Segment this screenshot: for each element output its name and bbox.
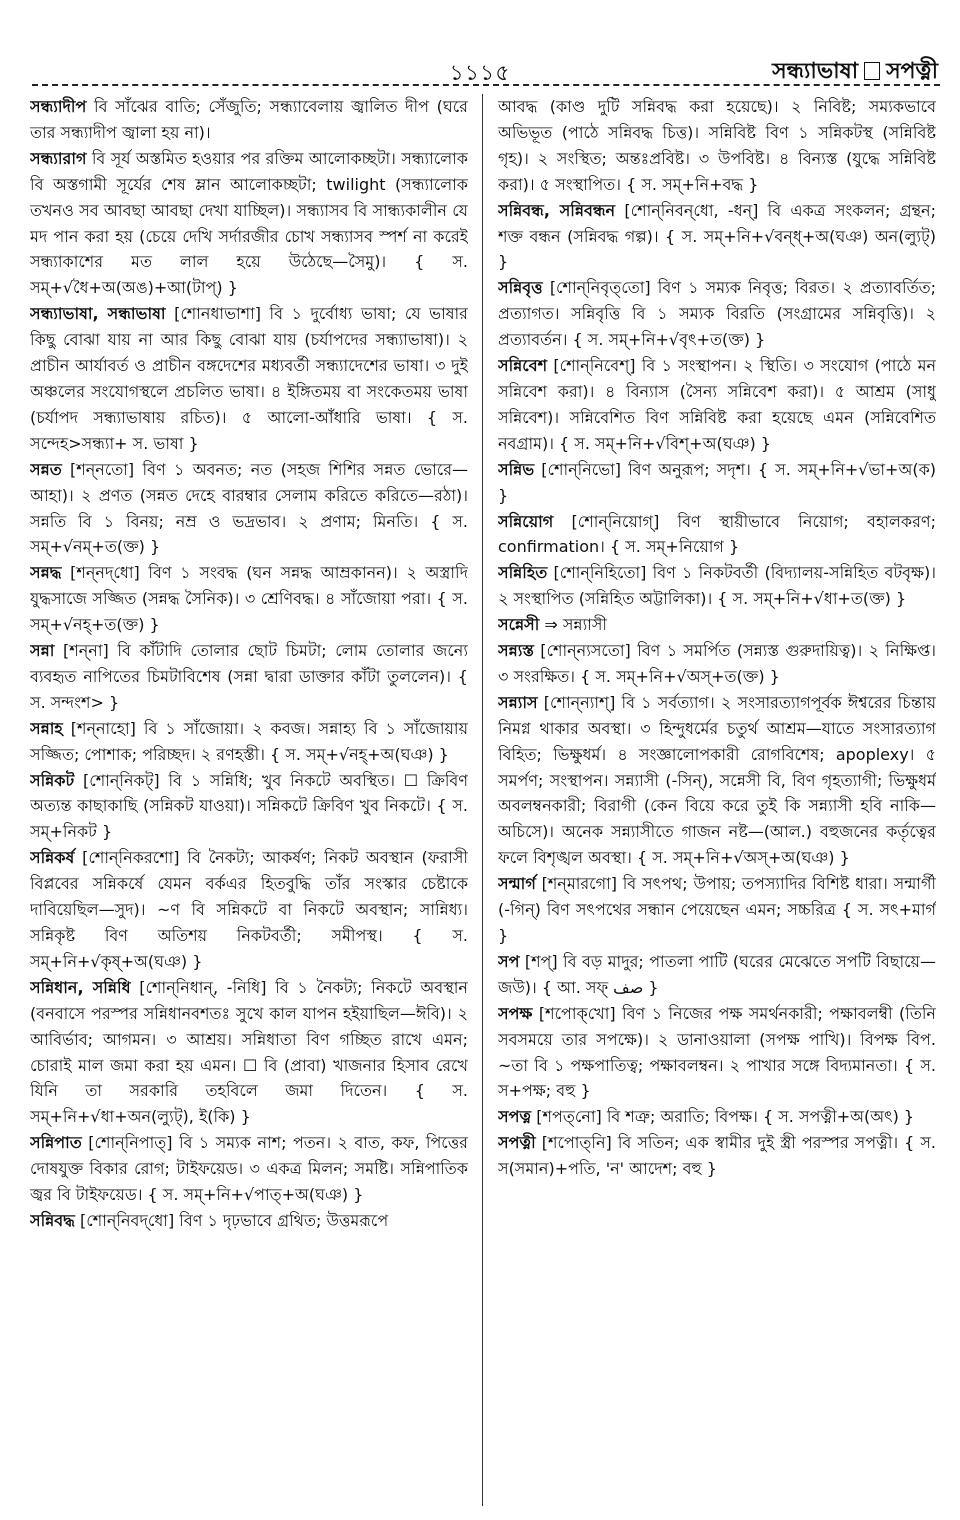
dictionary-entry	[30, 768, 468, 846]
dictionary-entry	[498, 509, 936, 561]
header-rule	[32, 84, 940, 86]
entry-definition: আবদ্ধ (কাণ্ড দুটি সন্নিবদ্ধ করা হয়েছে)। ২ নিবিষ্ট; সম্যকভাবে অভিভূত (পাঠে সন্নিবদ্ধ চিত্ত)। সন্নিবিষ্ট বিণ ১ সন্নিকটস্থ (সন্নিবিষ্ট গৃহ)। ২ সংস্থিত; অন্তঃপ্রবিষ্ট। ৩ উপবিষ্ট। ৪ বিন্যস্ত (যুদ্ধে সন্নিবিষ্ট করা)। ৫ সংস্থাপিত। { স. সম্+নি+বদ্ধ }	[498, 97, 936, 194]
entry-definition: বি সূর্য অস্তমিত হওয়ার পর রক্তিম আলোকচ্ছটা। সন্ধ্যালোক বি অস্তগামী সূর্যের শেষ ম্লান আলোকচ্ছটা; twilight (সন্ধ্যালোক তখনও সব আবছা আবছা দেখা যাচ্ছিল)। সন্ধ্যাসব বি সান্ধ্যকালীন যে মদ পান করা হয় (চেয়ে দেখি সর্দারজীর চোখ সন্ধ্যাসব স্পর্শ না করেই সন্ধ্যাকাশের মত লাল হয়ে উঠেছে—সৈমু)। { স. সম্+√ধৈ+অ(অঙ)+আ(টাপ্) }	[30, 148, 468, 298]
entry-definition: [শপ্] বি বড় মাদুর; পাতলা পাটি (ঘরের মেঝেতে সপটি বিছায়ে—জউ)। { আ. সফ্ صف }	[498, 951, 936, 997]
entry-definition: [শোন্‌ন্যসতো] বিণ ১ সমর্পিত (সন্ন্যস্ত গুরুদায়িত্ব)। ২ নিক্ষিপ্ত। ৩ সংরক্ষিত। { স. সম্+নি+√অস্+ত(ক্ত) }	[498, 641, 936, 686]
entry-definition: [শোনধাভাশা] বি ১ দুর্বোধ্য ভাষা; যে ভাষার কিছু বোঝা যায় না আর কিছু বোঝা যায় (চর্যাপদের সন্ধ্যাভাষা)। ২ প্রাচীন আর্যাবর্ত ও প্রাচীন বঙ্গদেশের মধ্যবর্তী সন্ধ্যাদেশের ভাষা। ৩ দুই অঞ্চলের সংযোগস্থলে প্রচলিত ভাষা। ৪ ইঙ্গিতময় বা সংকেতময় ভাষা (চর্যাপদ সন্ধ্যাভাষায় রচিত)। ৫ আলো-আঁধারি ভাষা। { স. সন্দেহ>সন্ধ্যা+ স. ভাষা }	[30, 304, 468, 453]
dictionary-entry	[30, 146, 468, 301]
entry-definition: [শোন্‌নিকরশো] বি নৈকট্য; আকর্ষণ; নিকট অবস্থান (ফরাসী বিপ্লবের সন্নিকর্ষে যেমন বর্কএর হিতবুদ্ধি তাঁর সংস্কার চেষ্টাকে দাবিয়েছিল—সুদ)। ~ণ বি সন্নিকটে বা নিকটে অবস্থান; সান্নিধ্য। সন্নিকৃষ্ট বিণ অতিশয় নিকটবর্তী; সমীপস্থ। { স. সম্+নি+√কৃষ্+অ(ঘঞ) }	[30, 848, 468, 971]
entry-definition: [শপত্‌নো] বি শত্রু; অরাতি; বিপক্ষ। { স. সপত্নী+অ(অৎ) }	[536, 1107, 915, 1127]
dictionary-entry	[498, 560, 936, 612]
dictionary-entry	[498, 353, 936, 457]
dictionary-entry	[30, 457, 468, 561]
entry-definition: [শন্‌না] বি কাঁটাদি তোলার ছোট চিমটা; লোম তোলার জন্যে ব্যবহৃত নাপিতের চিমটাবিশেষ (সন্না দ্বারা ডাক্তার কাঁটা তুললেন)। { স. সন্দংশ> }	[30, 641, 468, 712]
entry-headword: সন্নাহ	[30, 718, 63, 738]
running-head-last-word: সপত্নী	[886, 59, 938, 84]
entry-definition: [শোন্‌নিবৃত্‌তো] বিণ ১ সম্যক নিবৃত্ত; বিরত। ২ প্রত্যাবর্তিত; প্রত্যাগত। সন্নিবৃত্তি বি ১ সম্যক বিরতি (সংগ্রামের সন্নিবৃত্তি)। ২ প্রত্যাবর্তন। { স. সম্+নি+√বৃৎ+ত(ক্ত) }	[498, 278, 936, 350]
entry-headword: সন্ধ্যাভাষা, সন্ধাভাষা	[30, 304, 166, 324]
dictionary-entry	[30, 845, 468, 975]
entry-headword: সন্নিবদ্ধ	[30, 1210, 75, 1230]
entry-definition: [শপোত্‌নি] বি সতিন; এক স্বামীর দুই স্ত্রী পরস্পর সপত্নী। { স. স(সমান)+পতি, 'ন' আদেশ; বহু }	[498, 1133, 936, 1179]
entry-definition: [শোন্‌নিকট্] বি ১ সন্নিধি; খুব নিকটে অবস্থিত। ☐ ক্রিবিণ অত্যন্ত কাছাকাছি (সন্নিকট যাওয়া)। সন্নিকটে ক্রিবিণ খুব নিকটে। { স. সম্+নিকট }	[30, 770, 468, 842]
entry-definition: [শন্‌মারগো] বি সৎপথ; উপায়; তপস্যাদির বিশিষ্ট ধারা। সন্মার্গী (-গিন্) বিণ সৎপথের সন্ধান পেয়েছেন এমন; সচ্চরিত্র { স. সৎ+মার্গ }	[498, 874, 936, 945]
dictionary-entry	[498, 871, 936, 949]
entry-definition: [শোন্‌নিধান্, -নিধি] বি ১ নৈকট্য; নিকটে অবস্থান (বনবাসে পরস্পর সন্নিধানবশতঃ সুখে কাল যাপন হইয়াছিল—ঈবি)। ২ আবির্ভাব; আগমন। ৩ আশ্রয়। সন্নিধাতা বিণ গচ্ছিত রাখে এমন; চোরাই মাল জমা করা হয় এমন। ☐ বি (প্রাবা) খাজনার হিসাব রেখে যিনি তা সরকারি তহবিলে জমা দিতেন। { স. সম্+নি+√ধা+অন(ল্যুট্), ই(কি) }	[30, 977, 468, 1127]
entry-headword: সন্নিপাত	[30, 1133, 82, 1153]
entry-definition: [শোন্‌নিবদ্‌ধো] বিণ ১ দৃঢ়ভাবে গ্রথিত; উত্তমরূপে	[80, 1210, 389, 1230]
entry-definition: [শোন্‌নিভো] বিণ অনুরূপ; সদৃশ। { স. সম্+নি+√ভা+অ(ক) }	[498, 459, 936, 505]
entry-headword: সপত্ন	[498, 1107, 532, 1127]
dictionary-entry	[498, 1001, 936, 1105]
dictionary-entry	[30, 1208, 468, 1234]
entry-headword: সন্ধ্যাদীপ	[30, 97, 87, 116]
entry-headword: সন্নত	[30, 459, 62, 479]
entry-headword: সন্না	[30, 641, 55, 661]
entry-definition: [শন্‌নতো] বিণ ১ অবনত; নত (সহজ শিশির সন্নত ভোরে—আহা)। ২ প্রণত (সন্নত দেহে বারম্বার সেলাম করিতে করিতে—রঠা)। সন্নতি বি ১ বিনয়; নম্র ও ভদ্রভাব। ২ প্রণাম; মিনতি। { স. সম্+√নম্+ত(ক্ত) }	[30, 459, 468, 557]
entry-definition: [শোন্‌নিহিতো] বিণ ১ নিকটবর্তী (বিদ্যালয়-সন্নিহিত বটবৃক্ষ)। ২ সংস্থাপিত (সন্নিহিত অট্টালিকা)। { স. সম্+নি+√ধা+ত(ক্ত) }	[498, 563, 936, 609]
entry-headword: সপত্নী	[498, 1133, 536, 1153]
entry-headword: সন্নিধান, সন্নিধি	[30, 977, 131, 997]
entry-definition: [শোন্‌নিবন্‌ধো, -ধন্] বি একত্র সংকলন; গ্রন্থন; শক্ত বন্ধন (সন্নিবদ্ধ গল্প)। { স. সম্+নি+√বন্ধ্+অ(ঘঞ) অন(ল্যুট্) }	[498, 200, 936, 272]
entry-definition: ⇒ সন্ন্যাসী	[544, 615, 607, 635]
dictionary-entry	[498, 949, 936, 1001]
dictionary-entry	[498, 638, 936, 690]
entry-headword: সন্নিয়োগ	[498, 511, 554, 531]
page-number: ১১১৫	[449, 61, 511, 86]
dictionary-entry	[498, 1130, 936, 1182]
dictionary-entry	[498, 612, 936, 638]
entry-definition: [শন্‌নাহো] বি ১ সাঁজোয়া। ২ কবজ। সন্নাহ্য বি ১ সাঁজোয়ায় সজ্জিত; পোশাক; পরিচ্ছদ। ২ রণহস্তী। { স. সম্+√নহ্+অ(ঘঞ) }	[30, 718, 468, 764]
entry-headword: সন্নিহিত	[498, 563, 548, 583]
entry-headword: সন্মার্গ	[498, 874, 536, 894]
running-head-first-word: সন্ধ্যাভাষা	[772, 59, 859, 84]
dictionary-entry	[30, 94, 468, 146]
entry-definition: [শোন্‌ন্যাশ্] বি ১ সর্বত্যাগ। ২ সংসারত্যাগপূর্বক ঈশ্বরের চিন্তায় নিমগ্ন থাকার অবস্থা। ৩ হিন্দুধর্মের চতুর্থ আশ্রম—যাতে সংসারত্যাগ বিহিত; ভিক্ষুধর্ম। ৪ সংজ্ঞালোপকারী রোগবিশেষ; apoplexy। ৫ সমর্পণ; সংস্থাপন। সন্ন্যাসী (-সিন্), সন্নেসী বি, বিণ গৃহত্যাগী; ভিক্ষুধর্ম অবলম্বনকারী; বিরাগী (কেন বিয়ে করে তুই কি সন্ন্যাসী হবি নাকি—অচিসে)। অনেক সন্ন্যাসীতে গাজন নষ্ট—(আল.) বহুজনের কর্তৃত্বের ফলে বিশৃঙ্খল অবস্থা। { স. সম্+নি+√অস্+অ(ঘঞ) }	[498, 692, 936, 868]
entry-headword: সন্নিবন্ধ, সন্নিবন্ধন	[498, 200, 616, 220]
entry-definition: [শোন্‌নিপাত্] বি ১ সম্যক নাশ; পতন। ২ বাত, কফ, পিত্তের দোষযুক্ত বিকার রোগ; টাইফয়েড। ৩ একত্র মিলন; সমষ্টি। সন্নিপাতিক জ্বর বি টাইফয়েড। { স. সম্+নি+√পাত্+অ(ঘঞ) }	[30, 1133, 468, 1205]
entry-headword: সন্নদ্ধ	[30, 563, 62, 583]
entry-definition: বি সাঁঝের বাতি; সেঁজুতি; সন্ধ্যাবেলায় জ্বালিত দীপ (ঘরে তার সন্ধ্যাদীপ জ্বালা হয় না)।	[30, 97, 468, 142]
entry-definition: [শপোক্‌খো] বিণ ১ নিজের পক্ষ সমর্থনকারী; পক্ষাবলম্বী (তিনি সবসময়ে তার সপক্ষে)। ২ ডানাওয়ালা (সপক্ষ পাখি)। বিপক্ষ বিপ. ~তা বি ১ পক্ষপাতিত্ব; পক্ষাবলম্বন। ২ পাখার সঙ্গে বিদ্যমানতা। { স. স+পক্ষ; বহু }	[498, 1003, 936, 1101]
entry-headword: সপ	[498, 951, 520, 971]
left-column	[30, 94, 468, 1508]
column-divider	[482, 94, 483, 1506]
dictionary-entry	[498, 457, 936, 509]
dictionary-entry	[30, 301, 468, 456]
dictionary-entry	[498, 1104, 936, 1130]
dictionary-entry	[30, 560, 468, 638]
dictionary-entry	[30, 975, 468, 1130]
entry-headword: সন্নিকর্ষ	[30, 848, 75, 868]
dictionary-entry	[498, 275, 936, 353]
dictionary-entry	[30, 638, 468, 716]
dictionary-entry	[498, 198, 936, 276]
dictionary-entry	[498, 94, 936, 198]
dictionary-entry	[498, 690, 936, 871]
entry-headword: সন্নিবৃত্ত	[498, 278, 543, 298]
entry-headword: সন্নিকট	[30, 770, 75, 790]
entry-headword: সন্ন্যস্ত	[498, 641, 534, 661]
dictionary-entry	[30, 716, 468, 768]
box-separator-icon	[864, 62, 880, 80]
entry-headword: সন্নিভ	[498, 459, 535, 479]
entry-headword: সন্ধ্যারাগ	[30, 148, 87, 168]
dictionary-entry	[30, 1130, 468, 1208]
entry-definition: [শন্‌নদ্‌ধো] বিণ ১ সংবদ্ধ (ঘন সন্নদ্ধ আম্রকানন)। ২ অস্ত্রাদি যুদ্ধসাজে সজ্জিত (সন্নদ্ধ সৈনিক)। ৩ শ্রেণিবদ্ধ। ৪ সাঁজোয়া পরা। { স. সম্+√নহ্+ত(ক্ত) }	[30, 563, 468, 635]
entry-definition: [শোন্‌নিবেশ্] বি ১ সংস্থাপন। ২ স্থিতি। ৩ সংযোগ (পাঠে মন সন্নিবেশ করা)। ৪ বিন্যাস (সৈন্য সন্নিবেশ করা)। ৫ আশ্রম (সাধু সন্নিবেশ)। সন্নিবেশিত বিণ সন্নিবিষ্ট করা হয়েছে এমন (সন্নিবেশিত নবগ্রাম)। { স. সম্+নি+√বিশ্+অ(ঘঞ) }	[498, 356, 936, 453]
right-column	[498, 94, 936, 1508]
entry-headword: সপক্ষ	[498, 1003, 533, 1023]
entry-headword: সন্নেসী	[498, 615, 540, 635]
entry-headword: সন্ন্যাস	[498, 692, 538, 712]
entry-headword: সন্নিবেশ	[498, 356, 548, 376]
entry-definition: [শোন্‌নিয়োগ্] বিণ স্থায়ীভাবে নিয়োগ; বহালকরণ; confirmation। { স. সম্+নিয়োগ }	[498, 511, 936, 557]
